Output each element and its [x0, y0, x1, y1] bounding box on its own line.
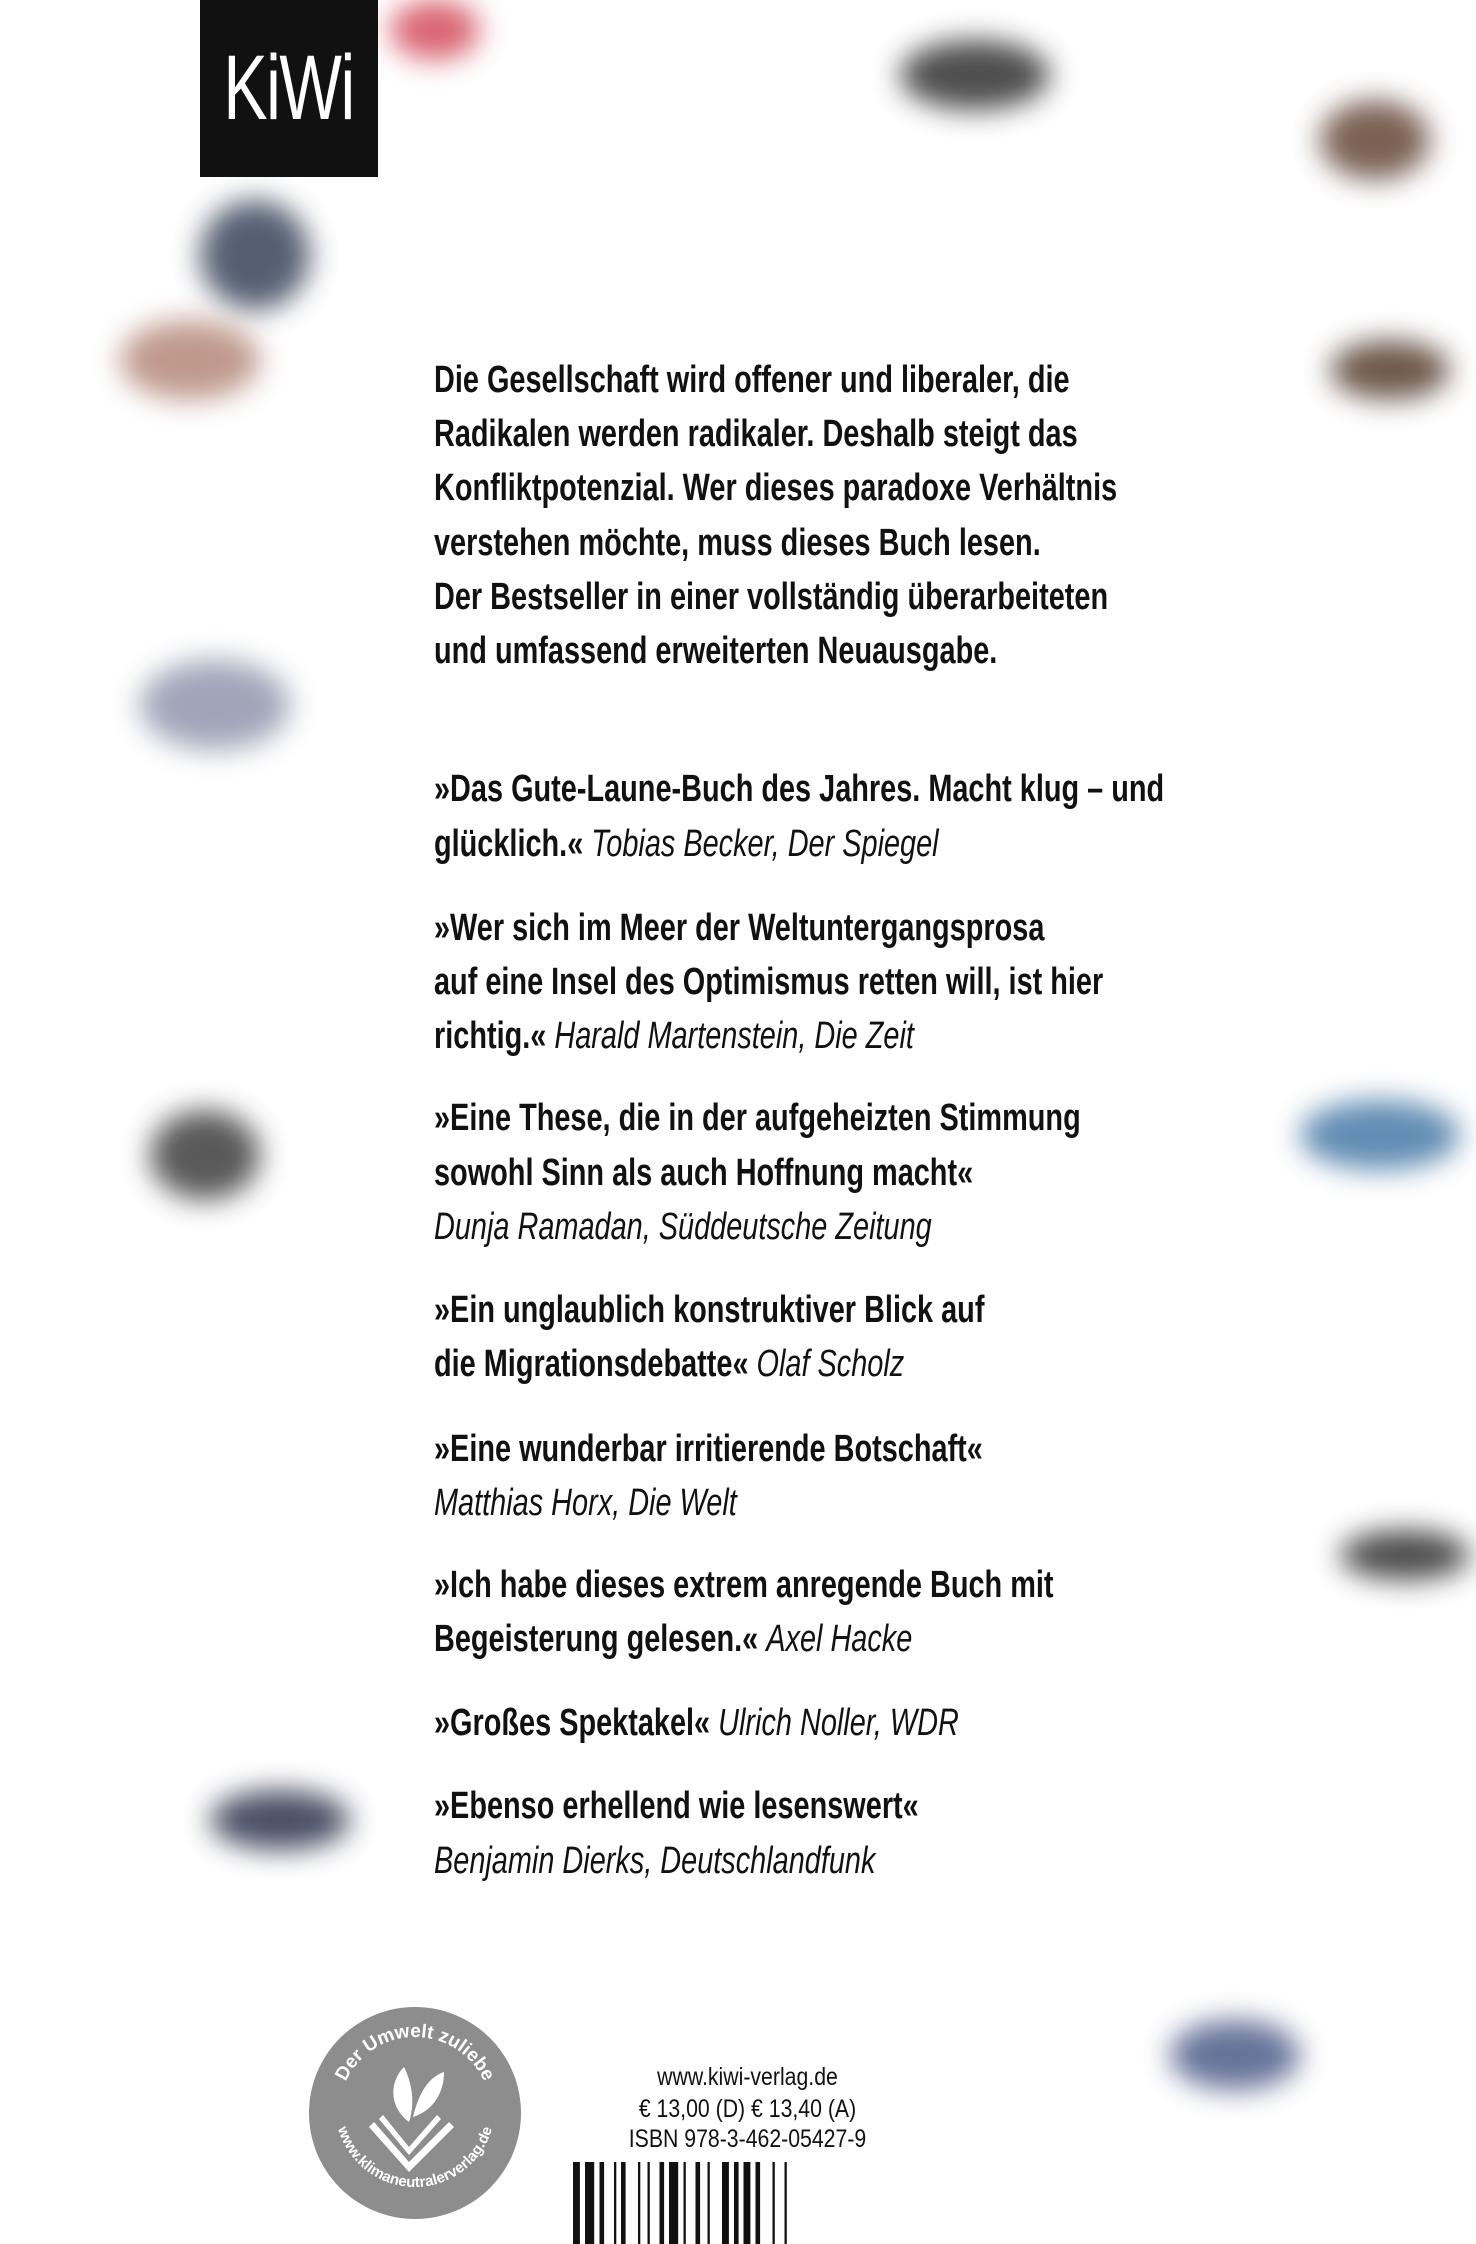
barcode-bar [756, 2162, 761, 2244]
blurred-figure [390, 0, 480, 60]
barcode-bar [696, 2162, 701, 2244]
quote-text: »Eine These, die in der aufgeheizten Stimmung [434, 1097, 1081, 1139]
isbn: ISBN 978-3-462-05427-9 [628, 2125, 867, 2153]
barcode-bar [773, 2162, 775, 2244]
quote-line [434, 766, 1164, 812]
quote-source: Olaf Scholz [756, 1343, 905, 1385]
leaf-book-icon [369, 2067, 454, 2172]
quote-text: »Ein unglaublich konstruktiver Blick auf [434, 1289, 985, 1331]
barcode-bar [708, 2162, 710, 2244]
quote-line [434, 1426, 983, 1472]
barcode-bar [614, 2162, 616, 2244]
barcode-bar [744, 2162, 751, 2244]
quote-text: »Ebenso erhellend wie lesenswert« [434, 1785, 919, 1827]
blurred-figure [1300, 1100, 1460, 1170]
barcode-bar [638, 2162, 640, 2244]
blurred-figure [1340, 1530, 1470, 1580]
quote-line [434, 1838, 875, 1884]
quote-source: Ulrich Noller, WDR [718, 1702, 959, 1744]
quote-line [434, 1616, 912, 1662]
quote-source: Dunja Ramadan, Süddeutsche Zeitung [434, 1206, 932, 1248]
quote-text: »Großes Spektakel« [434, 1702, 719, 1744]
barcode-bar [600, 2162, 605, 2244]
blurred-figure [140, 660, 290, 750]
quote-source: Matthias Horx, Die Welt [434, 1482, 737, 1524]
blurred-figure [200, 200, 310, 310]
blurred-figure [1320, 100, 1430, 180]
quote-source: Axel Hacke [766, 1618, 913, 1660]
blurred-figure [150, 1110, 260, 1200]
barcode-bar [734, 2162, 739, 2244]
quote-line [434, 905, 1044, 951]
barcode [573, 2162, 885, 2244]
blurred-figure [900, 40, 1050, 110]
quote-text: »Wer sich im Meer der Weltuntergangsprosa [434, 907, 1045, 949]
quote-line [434, 1204, 932, 1250]
quote-text: die Migrationsdebatte« [434, 1343, 757, 1385]
blurb-line: und umfassend erweiterten Neuausgabe. [434, 630, 998, 672]
barcode-bar [573, 2162, 580, 2244]
quote-text: »Eine wunderbar irritierende Botschaft« [434, 1428, 983, 1470]
blurred-figure [210, 1790, 350, 1850]
quote-line [434, 1150, 973, 1196]
blurred-figure [1170, 2020, 1300, 2090]
quote-line [434, 1700, 959, 1746]
quote-line [434, 1095, 1081, 1141]
quote-text: »Ich habe dieses extrem anregende Buch mit [434, 1564, 1054, 1606]
quote-line [434, 1013, 914, 1059]
blurb-line: Radikalen werden radikaler. Deshalb steigt das [434, 413, 1078, 455]
blurb-line: Der Bestseller in einer vollständig überarbeiteten [434, 576, 1109, 618]
barcode-bar [722, 2162, 729, 2244]
quote-text: glücklich.« [434, 823, 592, 865]
blurb-line: Konfliktpotenzial. Wer dieses paradoxe Verhältnis [434, 467, 1118, 509]
barcode-bar [785, 2162, 787, 2244]
quote-line [434, 1783, 919, 1829]
climate-neutral-seal [309, 2007, 521, 2219]
kiwi-logo [200, 0, 378, 177]
barcode-bar [621, 2162, 626, 2244]
barcode-bar [660, 2162, 665, 2244]
blurb-line: verstehen möchte, muss dieses Buch lesen. [434, 522, 1041, 564]
barcode-bar [669, 2162, 678, 2244]
barcode-bar [648, 2162, 650, 2244]
quote-source: Benjamin Dierks, Deutschlandfunk [434, 1840, 876, 1882]
quote-line [434, 1562, 1054, 1608]
seal-top-text: Der Umwelt zuliebe [331, 2020, 499, 2085]
logo-text: KiWi [223, 37, 355, 139]
svg-text:Der Umwelt zuliebe [331, 2021, 498, 2084]
blurred-figure [1330, 340, 1450, 400]
quote-text: sowohl Sinn als auch Hoffnung macht« [434, 1152, 974, 1194]
barcode-bar [585, 2162, 594, 2244]
quote-text: »Das Gute-Laune-Buch des Jahres. Macht klug – und [434, 768, 1165, 810]
publisher-url: www.kiwi-verlag.de [657, 2063, 838, 2091]
quote-line [434, 821, 939, 867]
quote-text: richtig.« [434, 1015, 555, 1057]
blurred-figure [120, 320, 260, 400]
quote-line [434, 1287, 984, 1333]
seal-bottom-text: www.klimaneutralerverlag.de [334, 2124, 496, 2192]
quote-source: Tobias Becker, Der Spiegel [591, 823, 939, 865]
quote-line [434, 1341, 904, 1387]
quote-line [434, 959, 1103, 1005]
quote-line [434, 1480, 737, 1526]
quote-text: auf eine Insel des Optimismus retten will, ist hier [434, 961, 1104, 1003]
price: € 13,00 (D) € 13,40 (A) [638, 2095, 857, 2123]
blurb-line: Die Gesellschaft wird offener und liberaler, die [434, 359, 1070, 401]
quote-text: Begeisterung gelesen.« [434, 1618, 767, 1660]
barcode-bar [684, 2162, 686, 2244]
quote-source: Harald Martenstein, Die Zeit [554, 1015, 914, 1057]
